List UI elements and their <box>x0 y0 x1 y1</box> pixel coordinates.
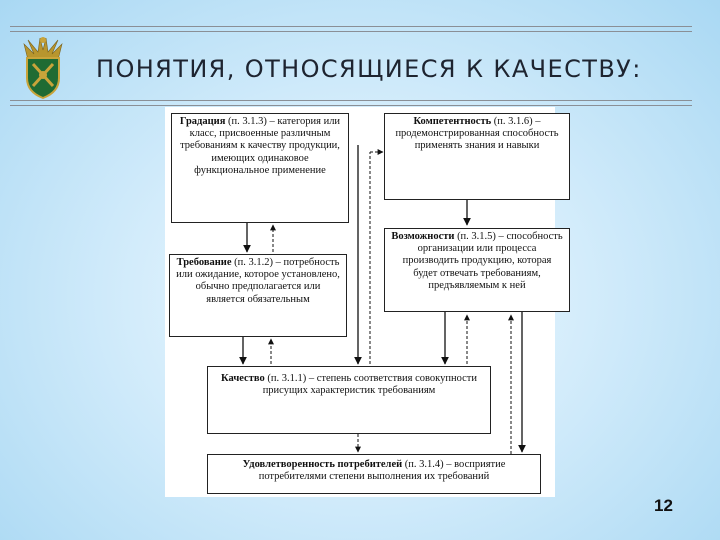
quality-concepts-diagram <box>165 107 563 497</box>
coat-of-arms-emblem-icon <box>18 34 68 100</box>
definition-quality: степень соответствия совокупности присущих характеристик требованиям <box>262 373 477 397</box>
ref-gradation: (п. 3.1.3) – <box>228 116 275 127</box>
term-capability: Возможности <box>391 231 455 242</box>
term-customer-satisfaction: Удовлетворенность потребителей <box>242 459 403 470</box>
definition-competence: продемонстрированная способность применять знания и навыки <box>395 128 559 152</box>
definition-capability: способность организации или процесса производить продукцию, которая будет отвечать требованиям, предъявляемым к ней <box>402 231 563 291</box>
definition-gradation: категория или класс, присвоенные различным требованиям к качеству продукции, имеющих одинаковое функциональное применение <box>180 116 341 176</box>
ref-requirement: (п. 3.1.2) – <box>234 257 281 268</box>
page-number: 12 <box>654 496 673 515</box>
definition-requirement: потребность или ожидание, которое установлено, обычно предполагается или является обязательным <box>176 257 340 305</box>
ref-customer-satisfaction: (п. 3.1.4) – <box>404 459 452 470</box>
top-rule-upper <box>10 26 692 27</box>
slide-title: ПОНЯТИЯ, ОТНОСЯЩИЕСЯ К КАЧЕСТВУ: <box>96 55 642 83</box>
ref-quality: (п. 3.1.1) – <box>267 373 315 384</box>
ref-competence: (п. 3.1.6) – <box>493 116 541 127</box>
box-quality <box>207 366 491 434</box>
term-quality: Качество <box>221 373 265 384</box>
bottom-rule-upper <box>10 100 692 101</box>
term-requirement: Требование <box>176 257 232 268</box>
box-requirement <box>169 254 347 337</box>
box-competence <box>384 113 570 200</box>
bottom-rule-lower <box>10 105 692 106</box>
box-customer-satisfaction <box>207 454 541 494</box>
box-capability <box>384 228 570 312</box>
top-rule-lower <box>10 31 692 32</box>
ref-capability: (п. 3.1.5) – <box>457 231 504 242</box>
term-competence: Компетентность <box>413 116 492 127</box>
term-gradation: Градация <box>179 116 226 127</box>
definition-customer-satisfaction: восприятие потребителями степени выполнения их требований <box>258 459 506 483</box>
box-gradation <box>171 113 349 223</box>
